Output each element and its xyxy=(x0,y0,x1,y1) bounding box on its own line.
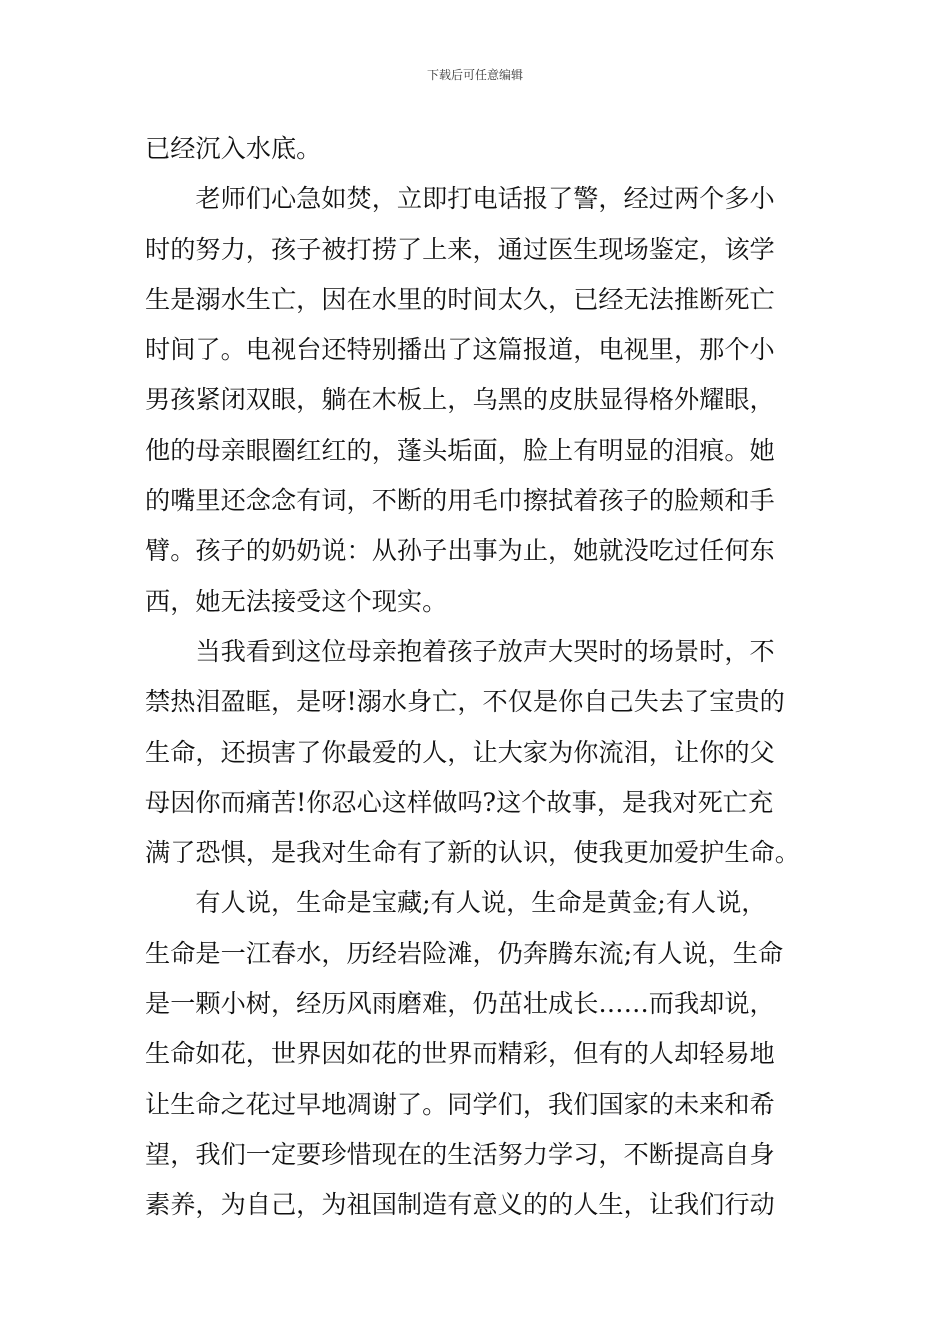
text-line: 的嘴里还念念有词，不断的用毛巾擦拭着孩子的脸颊和手 xyxy=(145,486,775,516)
text-line: 男孩紧闭双眼，躺在木板上，乌黑的皮肤显得格外耀眼， xyxy=(145,385,775,415)
text-line: 西，她无法接受这个现实。 xyxy=(145,586,448,616)
text-line: 生是溺水生亡，因在水里的时间太久，已经无法推断死亡 xyxy=(145,284,775,314)
text-line: 时的努力，孩子被打捞了上来，通过医生现场鉴定，该学 xyxy=(145,234,775,264)
text-line: 有人说，生命是宝藏;有人说，生命是黄金;有人说， xyxy=(145,888,767,918)
text-line: 是一颗小树，经历风雨磨难，仍茁壮成长……而我却说， xyxy=(145,989,775,1019)
text-line: 生命是一江春水，历经岩险滩，仍奔腾东流;有人说，生命 xyxy=(145,938,784,968)
text-line: 时间了。电视台还特别播出了这篇报道，电视里，那个小 xyxy=(145,335,775,365)
text-line: 母因你而痛苦!你忍心这样做吗?这个故事，是我对死亡充 xyxy=(145,787,774,817)
page-header: 下载后可任意编辑 xyxy=(426,68,523,82)
text-line: 禁热泪盈眶，是呀!溺水身亡，不仅是你自己失去了宝贵的 xyxy=(145,687,785,717)
text-line: 当我看到这位母亲抱着孩子放声大哭时的场景时，不 xyxy=(145,636,775,666)
text-line: 生命如花，世界因如花的世界而精彩，但有的人却轻易地 xyxy=(145,1039,775,1069)
text-line: 生命，还损害了你最爱的人，让大家为你流泪，让你的父 xyxy=(145,737,775,767)
text-line: 已经沉入水底。 xyxy=(145,134,322,163)
text-line: 满了恐惧，是我对生命有了新的认识，使我更加爱护生命。 xyxy=(145,838,800,868)
text-line: 老师们心急如焚，立即打电话报了警，经过两个多小 xyxy=(145,184,775,214)
text-line: 他的母亲眼圈红红的，蓬头垢面，脸上有明显的泪痕。她 xyxy=(145,435,775,465)
text-line: 望，我们一定要珍惜现在的生活努力学习，不断提高自身 xyxy=(145,1139,775,1169)
body-text xyxy=(145,124,810,1231)
text-line: 素养，为自己，为祖国制造有意义的的人生，让我们行动 xyxy=(145,1190,775,1220)
text-line: 让生命之花过早地凋谢了。同学们，我们国家的未来和希 xyxy=(145,1089,775,1119)
text-line: 臂。孩子的奶奶说：从孙子出事为止，她就没吃过任何东 xyxy=(145,536,775,566)
